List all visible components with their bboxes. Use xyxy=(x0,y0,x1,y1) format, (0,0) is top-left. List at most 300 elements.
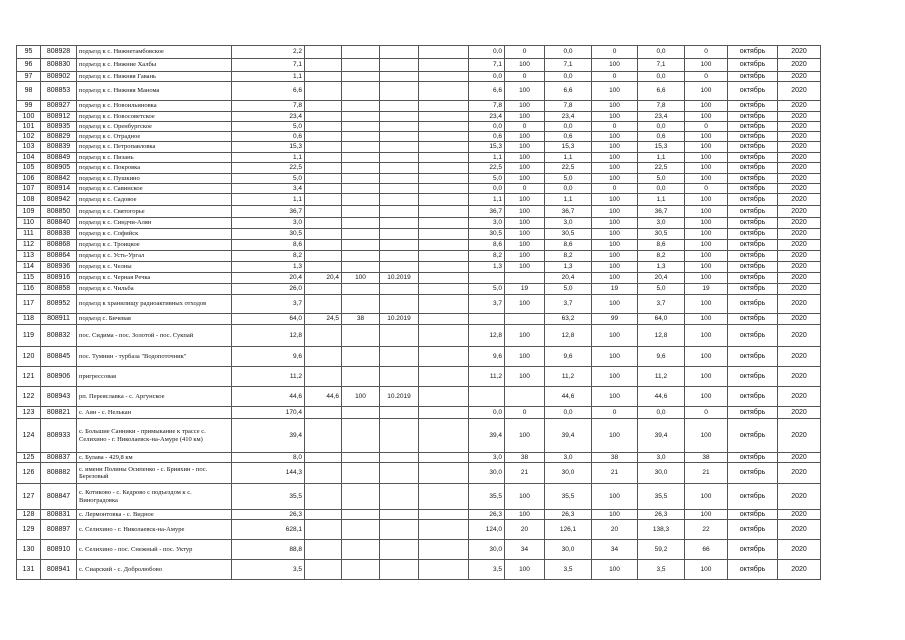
road-code-cell: 808840 xyxy=(41,218,77,229)
road-name-cell: пос. Тумнин - турбаза "Водопоточник" xyxy=(77,347,232,367)
empty-cell-cell xyxy=(419,347,469,367)
empty-cell-cell xyxy=(419,419,469,453)
repair-date-cell xyxy=(380,59,419,72)
repair-date-cell xyxy=(380,540,419,560)
road-code-cell: 808906 xyxy=(41,367,77,387)
road-code-cell: 808845 xyxy=(41,347,77,367)
empty-cell-cell xyxy=(419,484,469,510)
percent-3-cell: 100 xyxy=(685,101,728,112)
repaired-percent-cell xyxy=(342,112,380,122)
empty-cell-cell xyxy=(419,82,469,101)
road-name-cell: подъезд к с. Чильба xyxy=(77,284,232,295)
road-length-cell: 3,7 xyxy=(232,295,305,314)
table-row xyxy=(17,347,821,367)
road-name-cell: с. Сиарский - с. Добролюбово xyxy=(77,560,232,580)
repaired-length-cell xyxy=(305,251,342,262)
month-cell: октябрь xyxy=(728,284,778,295)
month-cell: октябрь xyxy=(728,122,778,132)
value-3-cell: 3,0 xyxy=(638,218,685,229)
percent-1-cell: 100 xyxy=(505,325,545,347)
percent-1-cell: 100 xyxy=(505,295,545,314)
percent-3-cell: 38 xyxy=(685,453,728,463)
year-cell: 2020 xyxy=(778,82,821,101)
empty-cell-cell xyxy=(419,540,469,560)
road-length-cell: 44,6 xyxy=(232,387,305,407)
percent-1-cell: 0 xyxy=(505,122,545,132)
repair-date-cell xyxy=(380,325,419,347)
road-name-cell: пос. Сидима - пос. Золотой - пос. Сукпай xyxy=(77,325,232,347)
road-name-cell: подъезд к с. Садовое xyxy=(77,194,232,206)
value-1-cell: 11,2 xyxy=(469,367,505,387)
year-cell: 2020 xyxy=(778,387,821,407)
repaired-length-cell xyxy=(305,229,342,240)
road-code-cell: 808933 xyxy=(41,419,77,453)
repaired-percent-cell xyxy=(342,206,380,218)
road-code-cell: 808943 xyxy=(41,387,77,407)
percent-2-cell: 100 xyxy=(592,419,638,453)
row-number-cell: 122 xyxy=(17,387,41,407)
repair-date-cell: 10.2019 xyxy=(380,314,419,325)
road-code-cell: 808829 xyxy=(41,132,77,142)
value-1-cell: 3,0 xyxy=(469,453,505,463)
repaired-length-cell: 20,4 xyxy=(305,273,342,284)
value-1-cell: 0,0 xyxy=(469,407,505,419)
value-3-cell: 8,6 xyxy=(638,240,685,251)
value-3-cell: 26,3 xyxy=(638,510,685,520)
repaired-length-cell xyxy=(305,520,342,540)
empty-cell-cell xyxy=(419,295,469,314)
road-length-cell: 1,1 xyxy=(232,72,305,82)
percent-2-cell: 0 xyxy=(592,184,638,194)
repair-date-cell xyxy=(380,122,419,132)
month-cell: октябрь xyxy=(728,325,778,347)
repaired-length-cell xyxy=(305,284,342,295)
value-2-cell: 7,1 xyxy=(545,59,592,72)
percent-1-cell xyxy=(505,387,545,407)
table-row xyxy=(17,510,821,520)
road-length-cell: 88,8 xyxy=(232,540,305,560)
value-3-cell: 0,0 xyxy=(638,184,685,194)
road-name-cell: с. Селихино - г. Николаевск-на-Амуре xyxy=(77,520,232,540)
year-cell: 2020 xyxy=(778,206,821,218)
year-cell: 2020 xyxy=(778,59,821,72)
percent-2-cell: 100 xyxy=(592,163,638,174)
road-name-cell: подъезд к с. Пушкино xyxy=(77,174,232,184)
road-length-cell: 20,4 xyxy=(232,273,305,284)
month-cell: октябрь xyxy=(728,387,778,407)
repaired-length-cell xyxy=(305,194,342,206)
value-2-cell: 36,7 xyxy=(545,206,592,218)
repaired-percent-cell xyxy=(342,72,380,82)
repair-date-cell xyxy=(380,206,419,218)
repaired-percent-cell xyxy=(342,295,380,314)
value-1-cell: 3,0 xyxy=(469,218,505,229)
percent-3-cell: 100 xyxy=(685,367,728,387)
empty-cell-cell xyxy=(419,59,469,72)
percent-2-cell: 100 xyxy=(592,82,638,101)
value-2-cell: 1,1 xyxy=(545,194,592,206)
percent-1-cell: 100 xyxy=(505,560,545,580)
road-length-cell: 1,3 xyxy=(232,262,305,273)
value-1-cell: 30,5 xyxy=(469,229,505,240)
road-length-cell: 23,4 xyxy=(232,112,305,122)
month-cell: октябрь xyxy=(728,520,778,540)
year-cell: 2020 xyxy=(778,510,821,520)
percent-3-cell: 0 xyxy=(685,184,728,194)
percent-1-cell: 100 xyxy=(505,229,545,240)
repair-date-cell xyxy=(380,484,419,510)
percent-2-cell: 100 xyxy=(592,112,638,122)
road-code-cell: 808832 xyxy=(41,325,77,347)
value-3-cell: 1,1 xyxy=(638,153,685,163)
table-row xyxy=(17,229,821,240)
repaired-length-cell xyxy=(305,407,342,419)
repaired-length-cell xyxy=(305,82,342,101)
year-cell: 2020 xyxy=(778,218,821,229)
road-name-cell: с. Большие Санники - примыкание к трассе с. Селихино - г. Николаевск-на-Амуре (410 км) xyxy=(77,419,232,453)
repaired-percent-cell xyxy=(342,218,380,229)
value-2-cell: 12,8 xyxy=(545,325,592,347)
road-code-cell: 808849 xyxy=(41,153,77,163)
value-1-cell: 0,0 xyxy=(469,122,505,132)
repaired-percent-cell xyxy=(342,163,380,174)
percent-3-cell: 100 xyxy=(685,142,728,153)
road-name-cell: подъезд к с. Софийск xyxy=(77,229,232,240)
repair-date-cell xyxy=(380,407,419,419)
value-3-cell: 138,3 xyxy=(638,520,685,540)
percent-3-cell: 100 xyxy=(685,174,728,184)
percent-2-cell: 0 xyxy=(592,72,638,82)
empty-cell-cell xyxy=(419,453,469,463)
value-1-cell: 0,0 xyxy=(469,46,505,59)
empty-cell-cell xyxy=(419,273,469,284)
percent-3-cell: 100 xyxy=(685,560,728,580)
road-name-cell: подъезд к с. Троицкое xyxy=(77,240,232,251)
repair-date-cell xyxy=(380,520,419,540)
row-number-cell: 101 xyxy=(17,122,41,132)
table-row xyxy=(17,194,821,206)
road-code-cell: 808837 xyxy=(41,453,77,463)
percent-2-cell: 100 xyxy=(592,142,638,153)
repaired-percent-cell xyxy=(342,184,380,194)
value-3-cell: 0,0 xyxy=(638,407,685,419)
row-number-cell: 97 xyxy=(17,72,41,82)
percent-3-cell: 100 xyxy=(685,510,728,520)
repaired-percent-cell xyxy=(342,153,380,163)
month-cell: октябрь xyxy=(728,132,778,142)
row-number-cell: 98 xyxy=(17,82,41,101)
percent-3-cell: 100 xyxy=(685,132,728,142)
road-name-cell: подъезд к с. Черная Речка xyxy=(77,273,232,284)
value-3-cell: 5,0 xyxy=(638,284,685,295)
percent-2-cell: 100 xyxy=(592,218,638,229)
road-length-cell: 36,7 xyxy=(232,206,305,218)
repaired-percent-cell xyxy=(342,407,380,419)
repaired-length-cell xyxy=(305,218,342,229)
percent-2-cell: 100 xyxy=(592,560,638,580)
road-name-cell: подъезд к с. Новосоветское xyxy=(77,112,232,122)
road-code-cell: 808842 xyxy=(41,174,77,184)
year-cell: 2020 xyxy=(778,453,821,463)
percent-2-cell: 0 xyxy=(592,122,638,132)
road-length-cell: 12,8 xyxy=(232,325,305,347)
percent-3-cell: 100 xyxy=(685,273,728,284)
value-2-cell: 8,6 xyxy=(545,240,592,251)
row-number-cell: 124 xyxy=(17,419,41,453)
value-3-cell: 30,0 xyxy=(638,463,685,484)
repair-date-cell xyxy=(380,229,419,240)
repaired-percent-cell xyxy=(342,240,380,251)
row-number-cell: 113 xyxy=(17,251,41,262)
row-number-cell: 125 xyxy=(17,453,41,463)
value-3-cell: 8,2 xyxy=(638,251,685,262)
value-2-cell: 0,0 xyxy=(545,46,592,59)
repair-date-cell xyxy=(380,184,419,194)
value-3-cell: 20,4 xyxy=(638,273,685,284)
percent-1-cell: 100 xyxy=(505,510,545,520)
month-cell: октябрь xyxy=(728,229,778,240)
repaired-percent-cell: 100 xyxy=(342,387,380,407)
month-cell: октябрь xyxy=(728,407,778,419)
percent-2-cell: 100 xyxy=(592,101,638,112)
road-length-cell: 26,3 xyxy=(232,510,305,520)
repaired-length-cell xyxy=(305,463,342,484)
empty-cell-cell xyxy=(419,367,469,387)
month-cell: октябрь xyxy=(728,163,778,174)
value-2-cell: 126,1 xyxy=(545,520,592,540)
percent-1-cell: 38 xyxy=(505,453,545,463)
year-cell: 2020 xyxy=(778,262,821,273)
repair-date-cell xyxy=(380,153,419,163)
repair-date-cell xyxy=(380,419,419,453)
year-cell: 2020 xyxy=(778,520,821,540)
road-length-cell: 8,6 xyxy=(232,240,305,251)
repair-date-cell xyxy=(380,240,419,251)
empty-cell-cell xyxy=(419,262,469,273)
month-cell: октябрь xyxy=(728,540,778,560)
value-1-cell: 7,1 xyxy=(469,59,505,72)
percent-2-cell: 100 xyxy=(592,387,638,407)
repaired-length-cell xyxy=(305,419,342,453)
month-cell: октябрь xyxy=(728,367,778,387)
road-code-cell: 808838 xyxy=(41,229,77,240)
value-3-cell: 9,6 xyxy=(638,347,685,367)
value-2-cell: 44,6 xyxy=(545,387,592,407)
value-3-cell: 44,6 xyxy=(638,387,685,407)
table-row xyxy=(17,163,821,174)
empty-cell-cell xyxy=(419,46,469,59)
percent-3-cell: 100 xyxy=(685,240,728,251)
percent-3-cell: 21 xyxy=(685,463,728,484)
row-number-cell: 106 xyxy=(17,174,41,184)
road-code-cell: 808941 xyxy=(41,560,77,580)
value-1-cell: 9,6 xyxy=(469,347,505,367)
repair-date-cell xyxy=(380,510,419,520)
repaired-length-cell xyxy=(305,453,342,463)
month-cell: октябрь xyxy=(728,240,778,251)
road-length-cell: 628,1 xyxy=(232,520,305,540)
table-row xyxy=(17,325,821,347)
empty-cell-cell xyxy=(419,325,469,347)
repaired-percent-cell: 100 xyxy=(342,273,380,284)
table-row xyxy=(17,484,821,510)
road-code-cell: 808942 xyxy=(41,194,77,206)
percent-1-cell: 100 xyxy=(505,419,545,453)
value-3-cell: 0,0 xyxy=(638,72,685,82)
percent-3-cell: 100 xyxy=(685,347,728,367)
month-cell: октябрь xyxy=(728,295,778,314)
repaired-percent-cell xyxy=(342,82,380,101)
road-name-cell: с. Лермонтовка - с. Видное xyxy=(77,510,232,520)
year-cell: 2020 xyxy=(778,273,821,284)
year-cell: 2020 xyxy=(778,240,821,251)
percent-2-cell: 100 xyxy=(592,240,638,251)
percent-2-cell: 100 xyxy=(592,262,638,273)
value-2-cell: 23,4 xyxy=(545,112,592,122)
repaired-length-cell xyxy=(305,72,342,82)
road-length-cell: 1,1 xyxy=(232,153,305,163)
percent-2-cell: 100 xyxy=(592,325,638,347)
year-cell: 2020 xyxy=(778,174,821,184)
repaired-percent-cell xyxy=(342,142,380,153)
month-cell: октябрь xyxy=(728,72,778,82)
row-number-cell: 119 xyxy=(17,325,41,347)
table-row xyxy=(17,142,821,153)
percent-1-cell: 21 xyxy=(505,463,545,484)
month-cell: октябрь xyxy=(728,560,778,580)
row-number-cell: 117 xyxy=(17,295,41,314)
repaired-length-cell xyxy=(305,262,342,273)
value-3-cell: 39,4 xyxy=(638,419,685,453)
empty-cell-cell xyxy=(419,463,469,484)
value-1-cell: 15,3 xyxy=(469,142,505,153)
repaired-percent-cell xyxy=(342,453,380,463)
value-1-cell: 30,0 xyxy=(469,463,505,484)
value-3-cell: 3,0 xyxy=(638,453,685,463)
repaired-percent-cell xyxy=(342,59,380,72)
value-3-cell: 59,2 xyxy=(638,540,685,560)
empty-cell-cell xyxy=(419,510,469,520)
road-name-cell: подъезд к с. Нижняя Гавань xyxy=(77,72,232,82)
table-row xyxy=(17,407,821,419)
value-1-cell: 30,0 xyxy=(469,540,505,560)
road-length-cell: 170,4 xyxy=(232,407,305,419)
road-code-cell: 808952 xyxy=(41,295,77,314)
percent-3-cell: 100 xyxy=(685,153,728,163)
value-3-cell: 7,8 xyxy=(638,101,685,112)
value-3-cell: 6,6 xyxy=(638,82,685,101)
empty-cell-cell xyxy=(419,194,469,206)
table-row xyxy=(17,295,821,314)
repaired-percent-cell xyxy=(342,484,380,510)
percent-2-cell: 100 xyxy=(592,273,638,284)
repair-date-cell xyxy=(380,284,419,295)
road-code-cell: 808821 xyxy=(41,407,77,419)
percent-2-cell: 100 xyxy=(592,206,638,218)
percent-2-cell: 100 xyxy=(592,59,638,72)
road-length-cell: 1,1 xyxy=(232,194,305,206)
road-repair-table xyxy=(16,45,821,580)
year-cell: 2020 xyxy=(778,540,821,560)
table-row xyxy=(17,262,821,273)
empty-cell-cell xyxy=(419,122,469,132)
repair-date-cell xyxy=(380,560,419,580)
repaired-length-cell: 44,6 xyxy=(305,387,342,407)
percent-2-cell: 100 xyxy=(592,174,638,184)
value-2-cell: 30,5 xyxy=(545,229,592,240)
table-row xyxy=(17,453,821,463)
repaired-length-cell xyxy=(305,560,342,580)
empty-cell-cell xyxy=(419,251,469,262)
repair-date-cell xyxy=(380,72,419,82)
year-cell: 2020 xyxy=(778,132,821,142)
repair-date-cell xyxy=(380,218,419,229)
repair-date-cell xyxy=(380,295,419,314)
empty-cell-cell xyxy=(419,206,469,218)
row-number-cell: 126 xyxy=(17,463,41,484)
table-row xyxy=(17,46,821,59)
month-cell: октябрь xyxy=(728,153,778,163)
repair-date-cell xyxy=(380,142,419,153)
month-cell: октябрь xyxy=(728,463,778,484)
row-number-cell: 111 xyxy=(17,229,41,240)
value-2-cell: 0,0 xyxy=(545,122,592,132)
value-2-cell: 6,6 xyxy=(545,82,592,101)
road-name-cell: с. имени Полины Осипенко - с. Брияхин - пос. Березовый xyxy=(77,463,232,484)
row-number-cell: 130 xyxy=(17,540,41,560)
road-name-cell: подъезд к с. Покровка xyxy=(77,163,232,174)
repaired-percent-cell xyxy=(342,262,380,273)
empty-cell-cell xyxy=(419,142,469,153)
road-code-cell: 808839 xyxy=(41,142,77,153)
value-2-cell: 0,0 xyxy=(545,184,592,194)
month-cell: октябрь xyxy=(728,112,778,122)
empty-cell-cell xyxy=(419,101,469,112)
road-length-cell: 2,2 xyxy=(232,46,305,59)
month-cell: октябрь xyxy=(728,347,778,367)
value-2-cell: 63,2 xyxy=(545,314,592,325)
percent-1-cell: 20 xyxy=(505,520,545,540)
road-name-cell: подъезд к с. Нижние Халбы xyxy=(77,59,232,72)
value-1-cell: 8,6 xyxy=(469,240,505,251)
percent-2-cell: 100 xyxy=(592,229,638,240)
percent-1-cell: 0 xyxy=(505,407,545,419)
percent-1-cell: 100 xyxy=(505,484,545,510)
road-code-cell: 808912 xyxy=(41,112,77,122)
repaired-length-cell xyxy=(305,206,342,218)
table-row xyxy=(17,153,821,163)
percent-3-cell: 100 xyxy=(685,419,728,453)
row-number-cell: 115 xyxy=(17,273,41,284)
road-length-cell: 0,6 xyxy=(232,132,305,142)
percent-3-cell: 0 xyxy=(685,122,728,132)
value-1-cell: 0,6 xyxy=(469,132,505,142)
percent-1-cell: 100 xyxy=(505,153,545,163)
road-length-cell: 3,4 xyxy=(232,184,305,194)
value-1-cell xyxy=(469,273,505,284)
row-number-cell: 129 xyxy=(17,520,41,540)
road-code-cell: 808830 xyxy=(41,59,77,72)
road-length-cell: 39,4 xyxy=(232,419,305,453)
table-row xyxy=(17,240,821,251)
repaired-percent-cell xyxy=(342,251,380,262)
repaired-percent-cell xyxy=(342,347,380,367)
repair-date-cell xyxy=(380,46,419,59)
table-row xyxy=(17,101,821,112)
percent-3-cell: 100 xyxy=(685,59,728,72)
repaired-percent-cell xyxy=(342,284,380,295)
percent-1-cell: 100 xyxy=(505,347,545,367)
